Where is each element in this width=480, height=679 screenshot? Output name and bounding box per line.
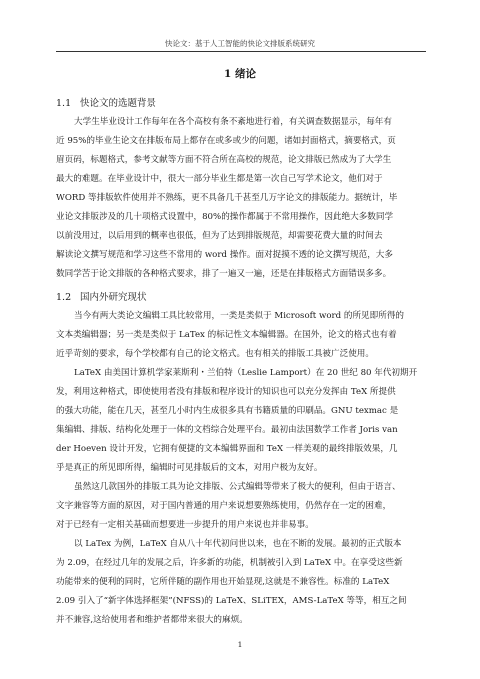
text-line: 2.09 引入了“新字体选择框架”(NFSS)的 LaTeX、SLiTEX，AMS-LaTeX 等等，相互之间: [56, 596, 407, 606]
section-number: 1.2: [56, 292, 72, 303]
text-line: 解读论文撰写规范和学习这些不常用的 word 操作。面对捉摸不透的论文撰写规范，大多: [56, 250, 393, 260]
paragraph: [56, 535, 427, 630]
text-line: 眉页码，标题格式，参考文献等方面不符合所在高校的规范，论文排版已然成为了大学生: [56, 155, 392, 165]
text-line: 功能带来的便利的同时，它所伴随的副作用也开始显现,这就是不兼容性。标准的 LaTeX: [56, 577, 390, 587]
text-line: 乎是真正的所见即所得，编辑时可见排版后的文本，对用户极为友好。: [56, 463, 323, 473]
text-line: 集编辑、排版、结构化处理于一体的文档综合处理平台。最初由法国数学工作者 Joris van: [56, 425, 398, 435]
chapter-title: 1 绪论: [224, 68, 256, 80]
page-number: 1: [237, 640, 243, 649]
text-line: 以 LaTex 为例，LaTeX 自从八十年代初问世以来，也在不断的发展。最初的正式版本: [74, 539, 402, 549]
text-line: 的强大功能，能在几天，甚至几小时内生成很多具有书籍质量的印刷品。GNU texmac 是: [56, 406, 399, 416]
section-number: 1.1: [56, 98, 72, 109]
text-line: 对于已经有一定相关基础而想要进一步提升的用户来说也并非易事。: [56, 520, 314, 530]
text-line: 文字兼容等方面的原因，对于国内普通的用户来说想要熟练使用，仍然存在一定的困难，: [56, 501, 392, 511]
paragraph: [56, 307, 427, 364]
text-line: WORD 等排版软件使用并不熟练，更不具备几千甚至几万字论文的排版能力。据统计，毕: [56, 193, 398, 203]
paragraph: [56, 478, 427, 535]
text-line: 为 2.09，在经过几年的发展之后，许多新的功能，机制被引入到 LaTeX 中。在享受这些新: [56, 558, 403, 568]
text-line: LaTeX 由美国计算机学家莱斯利・兰伯特（Leslie Lamport）在 20 世纪 80 年代初期开: [74, 368, 418, 378]
text-line: 业论文排版涉及的几十项格式设置中，80%的操作都属于不常用操作，因此绝大多数同学: [56, 212, 394, 222]
section-heading-1-2: [56, 289, 147, 303]
text-line: 发，利用这种格式，即使使用者没有排版和程序设计的知识也可以充分发挥由 TeX 所提供: [56, 387, 396, 397]
running-header: 快论文：基于人工智能的快论文排版系统研究: [165, 39, 315, 48]
text-line: 近乎苛刻的要求，每个学校都有自己的论文格式。也有相关的排版工具被广泛使用。: [56, 349, 374, 359]
text-line: 最大的难题。在毕业设计中，很大一部分毕业生都是第一次自己写学术论文，他们对于: [56, 174, 383, 184]
section-title-text: 国内外研究现状: [80, 292, 147, 303]
paragraph: [56, 113, 427, 284]
section-title-text: 快论文的选题背景: [80, 98, 157, 109]
text-line: 并不兼容,这给使用者和维护者都带来很大的麻烦。: [56, 615, 248, 625]
paragraph: [56, 364, 427, 478]
text-line: 文本类编辑器；另一类是类似于 LaTex 的标记性文本编辑器。在国外，论文的格式也有着: [56, 330, 397, 340]
header-rule: [56, 51, 426, 52]
section-heading-1-1: [56, 95, 156, 109]
text-line: 大学生毕业设计工作每年在各个高校有条不紊地进行着，有关调查数据显示，每年有: [74, 117, 392, 127]
text-line: 以前没用过，以后用到的概率也很低，但为了达到排版规范，却需要花费大量的时间去: [56, 231, 383, 241]
text-line: 虽然这几款国外的排版工具为论文排版、公式编辑等带来了极大的便利，但由于语言、: [74, 482, 401, 492]
text-line: 数同学苦于论文排版的各种格式要求，排了一遍又一遍，还是在排版格式方面错误多多。: [56, 269, 392, 279]
text-line: 当今有两大类论文编辑工具比较常用，一类是类似于 Microsoft word 的所见即所得的: [74, 311, 405, 321]
text-line: der Hoeven 设计开发，它拥有便捷的文本编辑界面和 TeX 一样美观的最终排版效果，几: [56, 444, 398, 454]
text-line: 近 95%的毕业生论文在排版布局上都存在或多或少的问题，诸如封面格式，摘要格式，页: [56, 136, 396, 146]
